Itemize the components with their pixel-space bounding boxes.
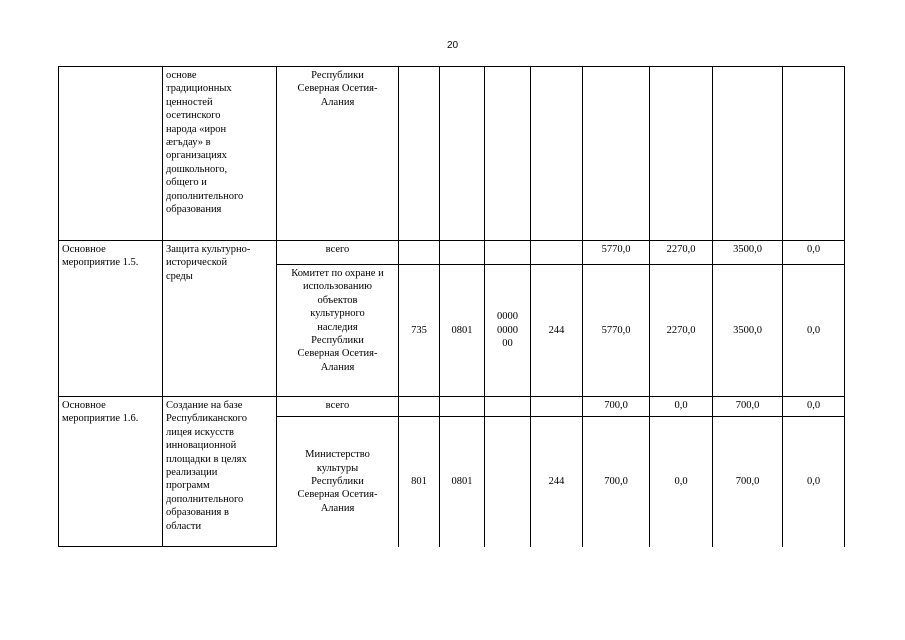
csr-cell	[485, 397, 531, 417]
grbs-cell: 801	[399, 417, 440, 547]
value-cell	[650, 67, 713, 241]
csr-cell	[485, 67, 531, 241]
grbs-cell: 735	[399, 265, 440, 397]
vr-cell: 244	[531, 265, 583, 397]
value-cell: 3500,0	[713, 241, 783, 265]
value-cell: 2270,0	[650, 265, 713, 397]
value-cell: 700,0	[713, 397, 783, 417]
value-cell: 5770,0	[583, 241, 650, 265]
rzpr-cell: 0801	[440, 417, 485, 547]
executor-cell: Министерство культуры Республики Северная Осетия- Алания	[277, 417, 399, 547]
value-cell: 700,0	[713, 417, 783, 547]
rzpr-cell	[440, 397, 485, 417]
grbs-cell	[399, 241, 440, 265]
measure-label-cell	[59, 67, 163, 241]
vr-cell	[531, 67, 583, 241]
measure-name-cell: Защита культурно- исторической среды	[163, 241, 277, 397]
vr-cell	[531, 397, 583, 417]
value-cell: 5770,0	[583, 265, 650, 397]
table-row	[59, 67, 845, 241]
table-row	[59, 241, 845, 265]
value-cell: 0,0	[783, 417, 845, 547]
executor-cell: Республики Северная Осетия- Алания	[277, 67, 399, 241]
value-cell: 700,0	[583, 397, 650, 417]
executor-cell: всего	[277, 241, 399, 265]
page-number: 20	[446, 40, 459, 51]
value-cell: 700,0	[583, 417, 650, 547]
measure-name-cell: основе традиционных ценностей осетинского народа «ирон æгъдау» в организациях дошкольного, общего и дополнительного образования	[163, 67, 277, 241]
rzpr-cell	[440, 241, 485, 265]
value-cell: 0,0	[783, 241, 845, 265]
vr-cell: 244	[531, 417, 583, 547]
value-cell: 0,0	[783, 265, 845, 397]
csr-cell	[485, 241, 531, 265]
executor-cell: Комитет по охране и использованию объектов культурного наследия Республики Северная Осетия- Алания	[277, 265, 399, 397]
value-cell	[583, 67, 650, 241]
budget-table	[58, 66, 845, 547]
csr-cell: 0000 0000 00	[485, 265, 531, 397]
value-cell	[713, 67, 783, 241]
rzpr-cell	[440, 67, 485, 241]
measure-name-cell: Создание на базе Республиканского лицея искусств инновационной площадки в целях реализации программ дополнительного образования в области	[163, 397, 277, 547]
value-cell: 0,0	[650, 417, 713, 547]
vr-cell	[531, 241, 583, 265]
value-cell: 2270,0	[650, 241, 713, 265]
value-cell	[783, 67, 845, 241]
value-cell: 3500,0	[713, 265, 783, 397]
measure-label-cell: Основное мероприятие 1.5.	[59, 241, 163, 397]
value-cell: 0,0	[783, 397, 845, 417]
grbs-cell	[399, 397, 440, 417]
value-cell: 0,0	[650, 397, 713, 417]
executor-cell: всего	[277, 397, 399, 417]
table-row	[59, 397, 845, 417]
rzpr-cell: 0801	[440, 265, 485, 397]
csr-cell	[485, 417, 531, 547]
measure-label-cell: Основное мероприятие 1.6.	[59, 397, 163, 547]
grbs-cell	[399, 67, 440, 241]
